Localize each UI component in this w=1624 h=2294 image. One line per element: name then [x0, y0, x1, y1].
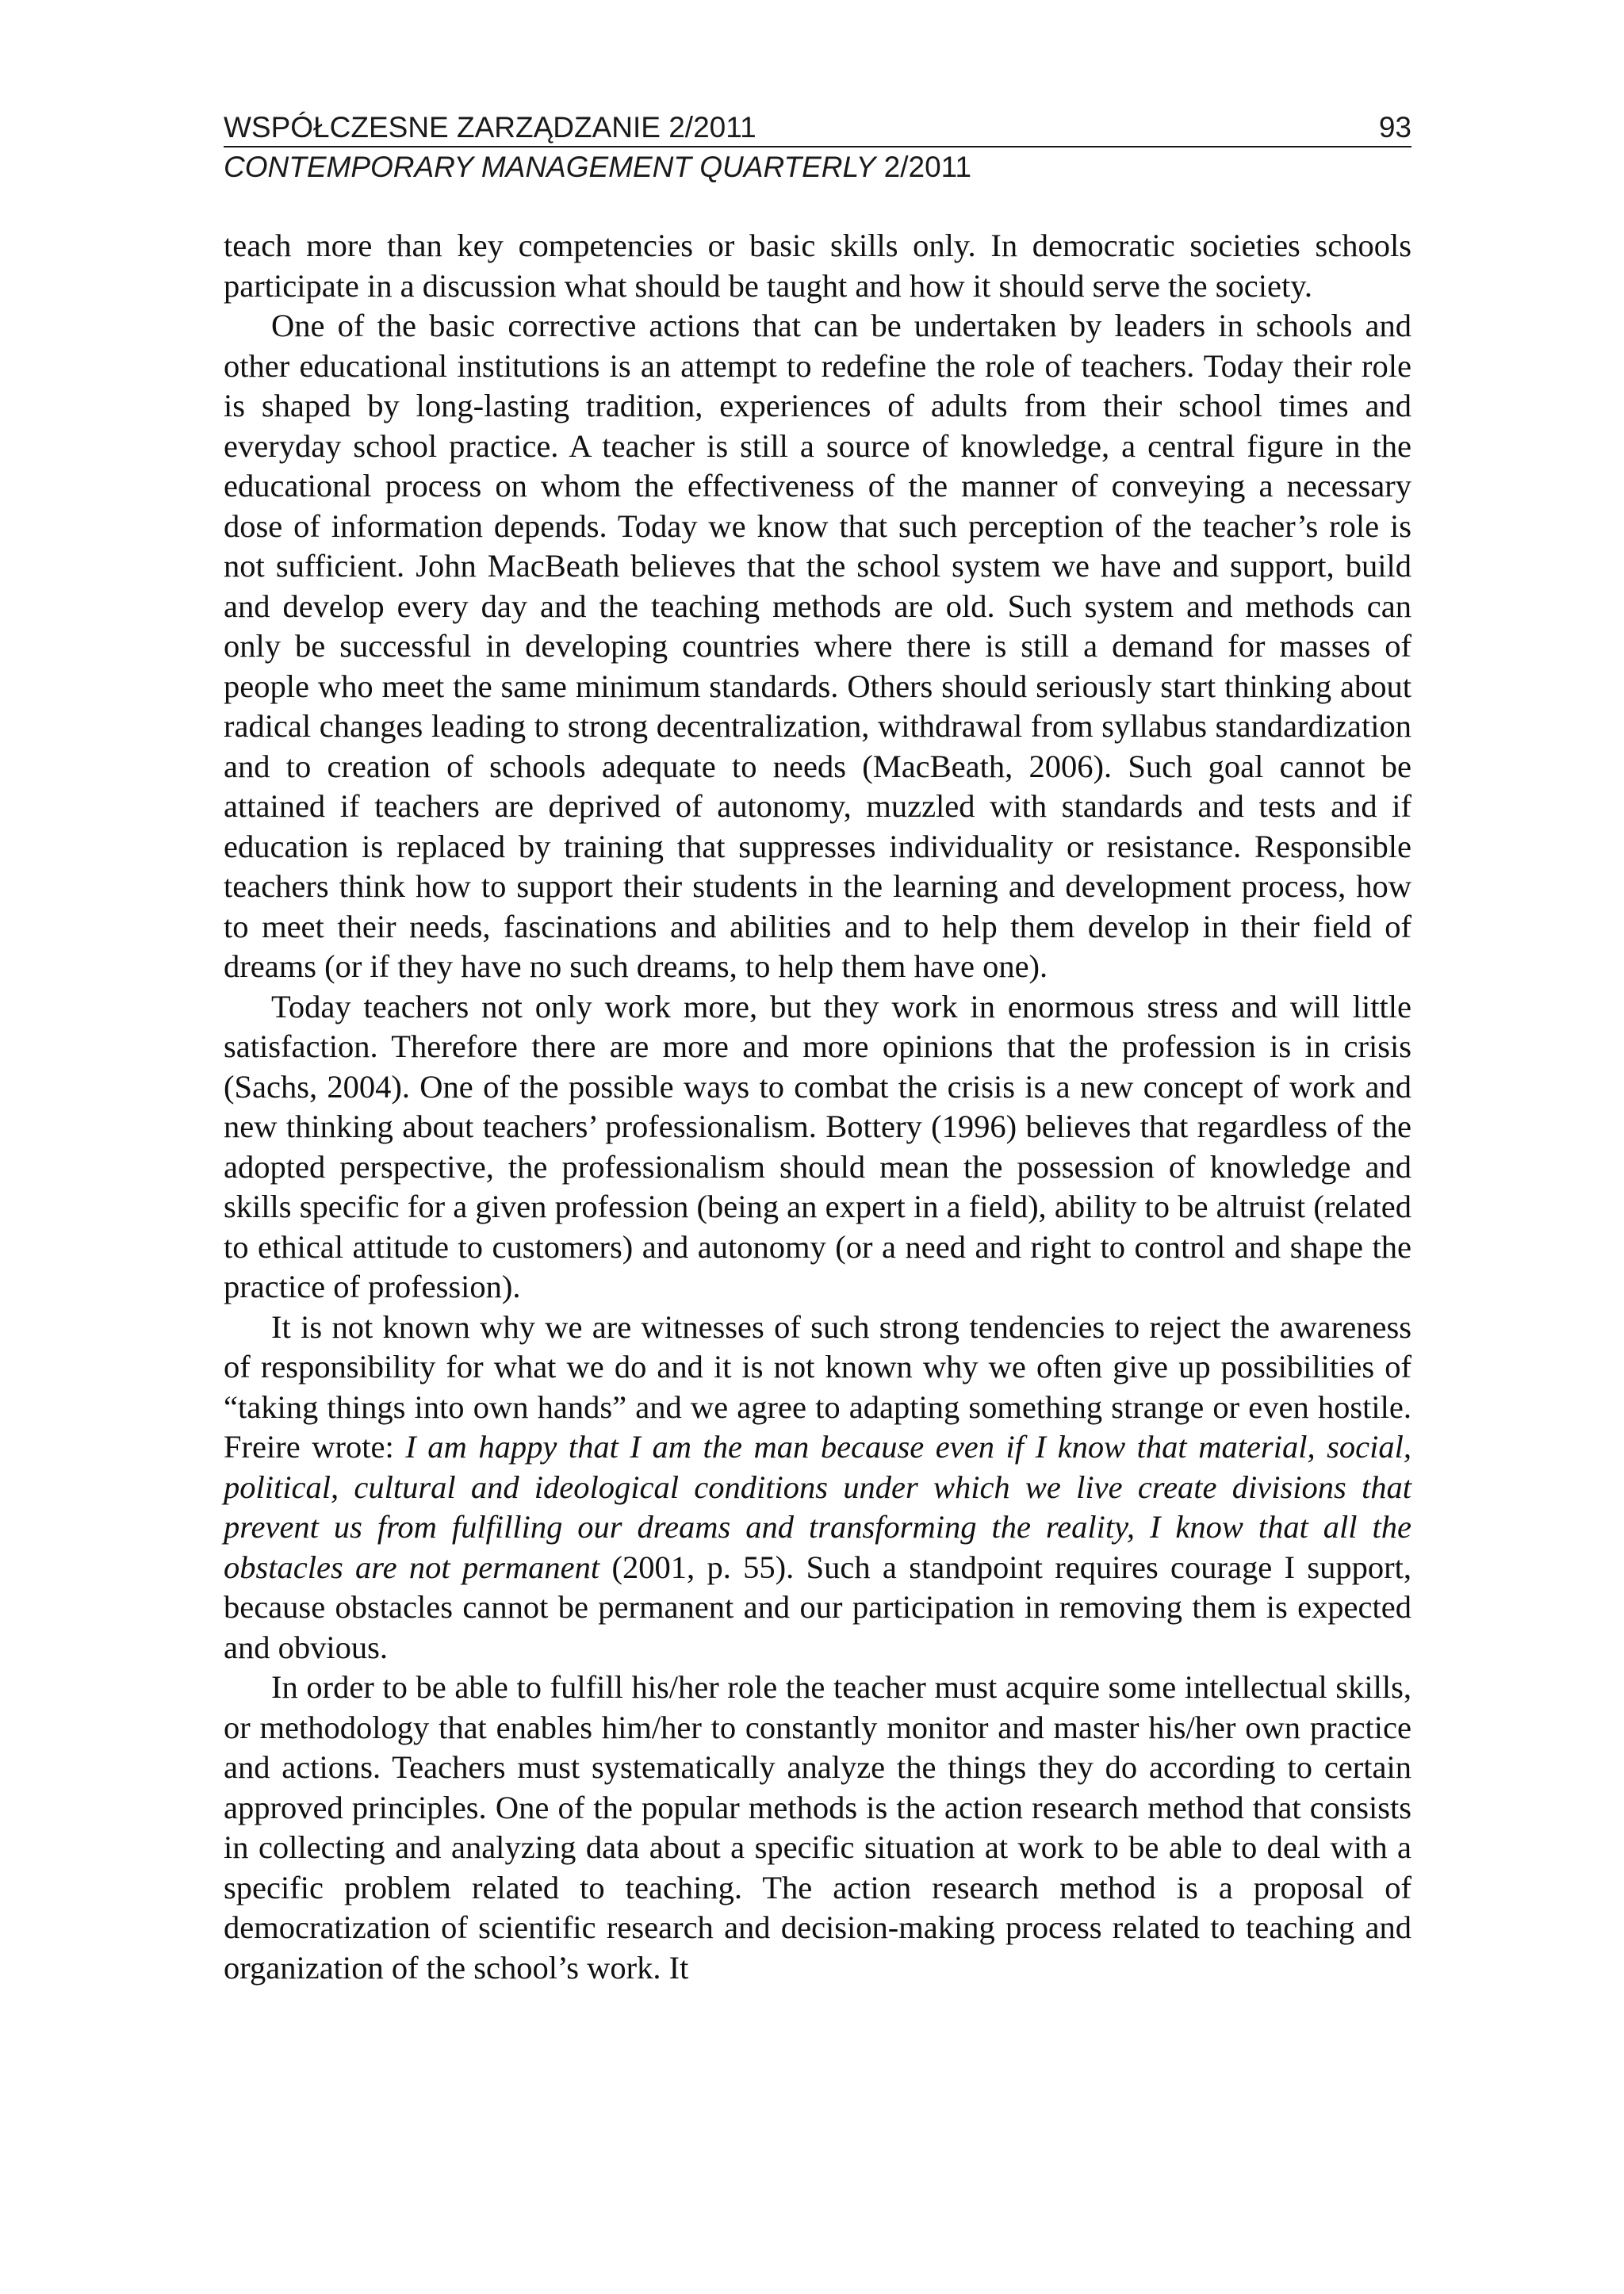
- body-text: [224, 226, 1411, 1988]
- running-header: [224, 109, 1411, 186]
- journal-title-polish: WSPÓŁCZESNE ZARZĄDZANIE 2/2011: [224, 111, 756, 144]
- journal-title-english-line: [224, 149, 1411, 186]
- freire-quote: I am happy that I am the man because even if I know that material, social, political, cultural and ideological conditions under which we live create divisions that prevent us from fulfilling our dreams and transforming the reality, I know that all the obstacles are not permanent: [224, 1429, 1411, 1585]
- paragraph-5: In order to be able to fulfill his/her role the teacher must acquire some intellectual skills, or methodology that enables him/her to constantly monitor and master his/her own practice and actions. Teachers must systematically analyze the things they do according to certain approved principles. One of the popular methods is the action research method that consists in collecting and analyzing data about a specific situation at work to be able to deal with a specific problem related to teaching. The action research method is a proposal of democratization of scientific research and decision-making process related to teaching and organization of the school’s work. It: [224, 1669, 1411, 1986]
- paragraph-3: Today teachers not only work more, but they work in enormous stress and will little satisfaction. Therefore there are more and more opinions that the profession is in crisis (Sachs, 2004). One of the possible ways to combat the crisis is a new concept of work and new thinking about teachers’ professionalism. Bottery (1996) believes that regardless of the adopted perspective, the professionalism should mean the possession of knowledge and skills specific for a given profession (being an expert in a field), ability to be altruist (related to ethical attitude to customers) and autonomy (or a need and right to control and shape the practice of profession).: [224, 988, 1411, 1304]
- paragraph-4-intro: It is not known why we are witnesses of such strong tendencies to reject the awareness of responsibility for what we do and it is not known why we often give up possibilities of “taking things into own hands” and we agree to adapting something strange or even hostile. Freire wrote:: [224, 1308, 1411, 1465]
- paragraph-4: [224, 1308, 1411, 1668]
- paragraph-2: One of the basic corrective actions that can be undertaken by leaders in schools and other educational institutions is an attempt to redefine the role of teachers. Today their role is shaped by long-lasting tradition, experiences of adults from their school times and everyday school practice. A teacher is still a source of knowledge, a central figure in the educational process on whom the effectiveness of the manner of conveying a necessary dose of information depends. Today we know that such perception of the teacher’s role is not sufficient. John MacBeath believes that the school system we have and support, build and develop every day and the teaching methods are old. Such system and methods can only be successful in developing countries where there is still a demand for masses of people who meet the same minimum standards. Others should seriously start thinking about radical changes leading to strong decentralization, withdrawal from syllabus standardization and to creation of schools adequate to needs (MacBeath, 2006). Such goal cannot be attained if teachers are deprived of autonomy, muzzled with standards and tests and if education is replaced by training that suppresses individuality or resistance. Responsible teachers think how to support their students in the learning and development process, how to meet their needs, fascinations and abilities and to help them develop in their field of dreams (or if they have no such dreams, to help them have one).: [224, 308, 1411, 984]
- paragraph-4-rest: (2001, p. 55). Such a standpoint requires courage I support, because obstacles cannot be permanent and our participation in removing them is expected and obvious.: [224, 1549, 1411, 1665]
- journal-title-english: CONTEMPORARY MANAGEMENT QUARTERLY: [224, 151, 876, 183]
- header-rule-line: [224, 109, 1411, 147]
- page-number: 93: [1378, 111, 1411, 144]
- journal-issue-english: 2/2011: [875, 151, 972, 183]
- paragraph-1: teach more than key competencies or basic skills only. In democratic societies schools participate in a discussion what should be taught and how it should serve the society.: [224, 228, 1411, 304]
